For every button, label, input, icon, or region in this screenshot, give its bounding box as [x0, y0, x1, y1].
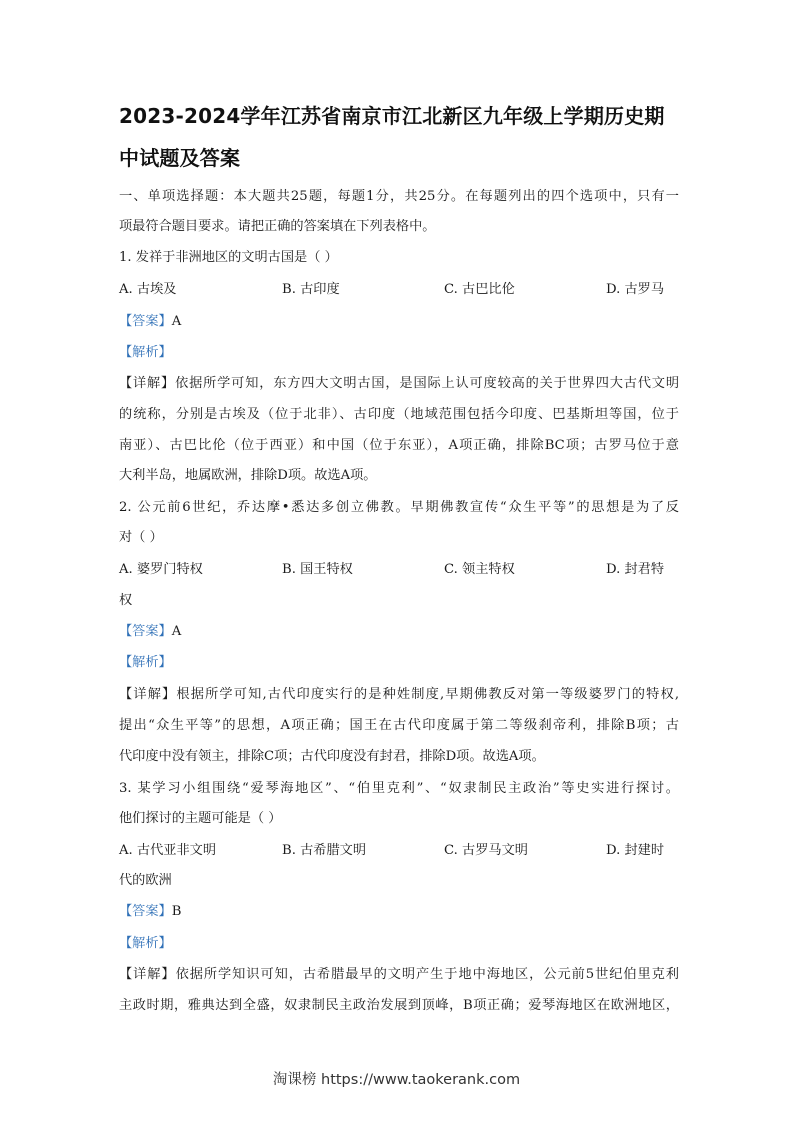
- question-2-stem-line-1: 2. 公元前6世纪，乔达摩•悉达多创立佛教。早期佛教宣传“众生平等”的思想是为了反: [119, 500, 679, 515]
- question-1-detail-line-3: 南亚）、古巴比伦（位于西亚）和中国（位于东亚），A项正确，排除BC项；古罗马位于意: [119, 438, 679, 453]
- question-3-stem-line-2: 他们探讨的主题可能是（ ）: [119, 811, 282, 826]
- question-2-option-d: D. 封君特: [606, 562, 665, 577]
- question-1-option-d: D. 古罗马: [606, 282, 665, 297]
- question-1-answer: [119, 312, 679, 332]
- question-2-option-b: B. 国王特权: [282, 562, 353, 577]
- answer-value: A: [171, 314, 182, 329]
- answer-tag: 【答案】: [119, 904, 172, 919]
- question-1-detail-line-4: 大利半岛，地属欧洲，排除D项。故选A项。: [119, 468, 377, 483]
- question-3-stem-line-1: 3. 某学习小组围绕“爱琴海地区”、“伯里克利”、“奴隶制民主政治”等史实进行探讨。: [119, 781, 679, 796]
- answer-tag: 【答案】: [119, 314, 172, 329]
- answer-value: A: [171, 624, 182, 639]
- question-2-analysis-heading: [119, 653, 679, 673]
- answer-tag: 【答案】: [119, 624, 172, 639]
- question-2-answer: [119, 622, 679, 642]
- document-title-line-1: 2023-2024学年江苏省南京市江北新区九年级上学期历史期: [119, 104, 665, 128]
- analysis-tag: 【解析】: [119, 655, 172, 670]
- question-2-detail-line-1: [119, 685, 679, 705]
- question-3-detail-line-1: [119, 965, 679, 985]
- question-2-stem-line-2: 对（ ）: [119, 530, 163, 545]
- detail-text: 依据所学可知，东方四大文明古国，是国际上认可度较高的关于世界四大古代文明: [175, 376, 679, 391]
- question-1-option-c: C. 古巴比伦: [444, 282, 515, 297]
- section-instruction-line-1: 一、单项选择题：本大题共25题，每题1分，共25分。在每题列出的四个选项中，只有一: [119, 189, 679, 204]
- question-1-analysis-heading: [119, 343, 679, 363]
- question-1-option-a: A. 古埃及: [119, 282, 177, 297]
- question-2-option-c: C. 领主特权: [444, 562, 515, 577]
- question-3-option-b: B. 古希腊文明: [282, 843, 367, 858]
- question-3-analysis-heading: [119, 934, 679, 954]
- question-1-detail-line-2: 的统称，分别是古埃及（位于北非）、古印度（地域范围包括今印度、巴基斯坦等国，位于: [119, 407, 679, 422]
- question-2-detail-line-2: 提出“众生平等”的思想，A项正确；国王在古代印度属于第二等级刹帝利，排除B项；古: [119, 718, 679, 733]
- question-2-detail-line-3: 代印度中没有领主，排除C项；古代印度没有封君，排除D项。故选A项。: [119, 749, 545, 764]
- detail-text: 依据所学知识可知，古希腊最早的文明产生于地中海地区，公元前5世纪伯里克利: [175, 967, 679, 982]
- detail-text: 根据所学可知,古代印度实行的是种姓制度,早期佛教反对第一等级婆罗门的特权,: [176, 687, 679, 702]
- question-2-option-a: A. 婆罗门特权: [119, 562, 203, 577]
- question-3-answer: [119, 902, 679, 922]
- question-3-option-d-wrap: 代的欧洲: [119, 873, 172, 888]
- analysis-tag: 【解析】: [119, 345, 172, 360]
- answer-value: B: [171, 904, 182, 919]
- question-2-option-d-wrap: 权: [119, 593, 133, 608]
- question-3-detail-line-2: 主政时期，雅典达到全盛，奴隶制民主政治发展到顶峰，B项正确；爱琴海地区在欧洲地区，: [119, 998, 679, 1013]
- section-instruction-line-2: 项最符合题目要求。请把正确的答案填在下列表格中。: [119, 219, 436, 234]
- document-title-line-2: 中试题及答案: [119, 146, 241, 170]
- detail-tag: 【详解】: [119, 967, 176, 982]
- question-3-option-d: D. 封建时: [606, 843, 665, 858]
- analysis-tag: 【解析】: [119, 936, 172, 951]
- detail-tag: 【详解】: [119, 376, 176, 391]
- question-1-option-b: B. 古印度: [282, 282, 340, 297]
- question-1-detail-line-1: [119, 374, 679, 394]
- question-3-option-a: A. 古代亚非文明: [119, 843, 217, 858]
- question-3-option-c: C. 古罗马文明: [444, 843, 528, 858]
- detail-tag: 【详解】: [119, 687, 177, 702]
- page-footer-watermark: 淘课榜 https://www.taokerank.com: [272, 1072, 521, 1088]
- question-1-stem: 1. 发祥于非洲地区的文明古国是（ ）: [119, 250, 338, 265]
